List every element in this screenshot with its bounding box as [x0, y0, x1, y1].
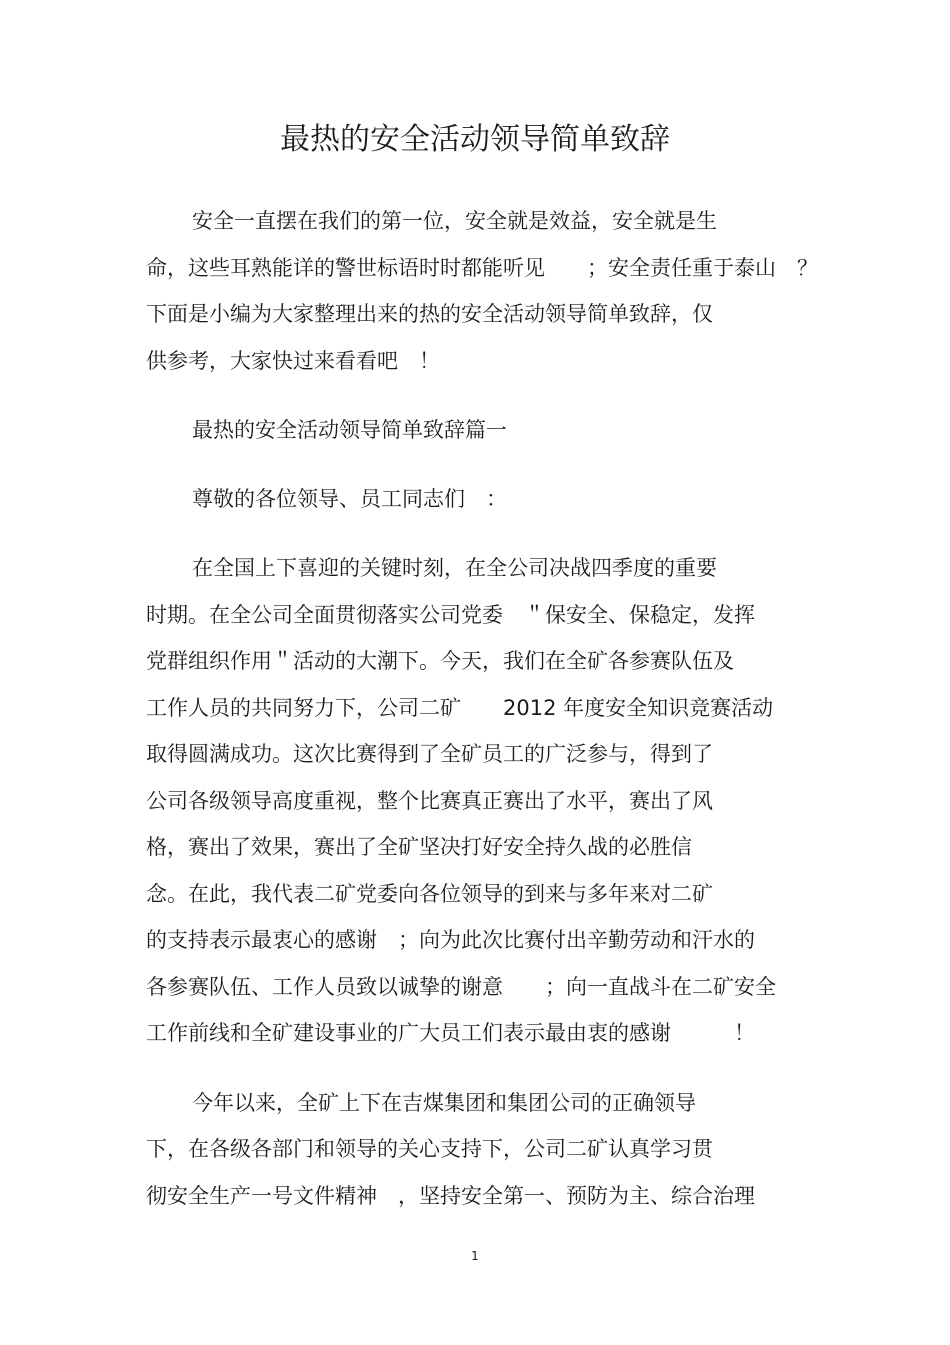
- intro-line: 下面是小编为大家整理出来的热的安全活动领导简单致辞，仅: [146, 302, 713, 326]
- paragraph-line: 下，在各级各部门和领导的关心支持下，公司二矿认真学习贯: [146, 1137, 713, 1161]
- intro-line: 供参考，大家快过来看看吧 ！: [146, 349, 440, 373]
- paragraph-line: 公司各级领导高度重视，整个比赛真正赛出了水平，赛出了风: [146, 789, 713, 813]
- paragraph-line: 工作人员的共同努力下，公司二矿 2012 年度安全知识竞赛活动: [146, 696, 774, 720]
- paragraph-line: 工作前线和全矿建设事业的广大员工们表示最由衷的感谢 ！: [146, 1021, 755, 1045]
- paragraph-line: 今年以来，全矿上下在吉煤集团和集团公司的正确领导: [192, 1091, 696, 1115]
- paragraph-line: 彻安全生产一号文件精神 ，坚持安全第一、预防为主、综合治理: [146, 1184, 755, 1208]
- paragraph-line: 格，赛出了效果，赛出了全矿坚决打好安全持久战的必胜信: [146, 835, 692, 859]
- page-number: 1: [471, 1249, 479, 1263]
- intro-line: 安全一直摆在我们的第一位，安全就是效益，安全就是生: [192, 209, 717, 233]
- paragraph-line: 的支持表示最衷心的感谢 ；向为此次比赛付出辛勤劳动和汗水的: [146, 928, 755, 952]
- paragraph-line: 念。在此，我代表二矿党委向各位领导的到来与多年来对二矿: [146, 882, 713, 906]
- paragraph-line: 时期。在全公司全面贯彻落实公司党委 ＂保安全、保稳定，发挥: [146, 603, 755, 627]
- paragraph-line: 取得圆满成功。这次比赛得到了全矿员工的广泛参与，得到了: [146, 742, 713, 766]
- salutation: 尊敬的各位领导、员工同志们 ：: [192, 487, 507, 511]
- intro-line: 命，这些耳熟能详的警世标语时时都能听见 ；安全责任重于泰山 ？: [146, 256, 818, 280]
- paragraph-line: 党群组织作用＂活动的大潮下。今天，我们在全矿各参赛队伍及: [146, 649, 734, 673]
- paragraph-line: 在全国上下喜迎的关键时刻，在全公司决战四季度的重要: [192, 556, 717, 580]
- section-heading: 最热的安全活动领导简单致辞篇一: [192, 418, 507, 442]
- document-title: 最热的安全活动领导简单致辞: [280, 122, 670, 157]
- paragraph-line: 各参赛队伍、工作人员致以诚挚的谢意 ；向一直战斗在二矿安全: [146, 975, 776, 999]
